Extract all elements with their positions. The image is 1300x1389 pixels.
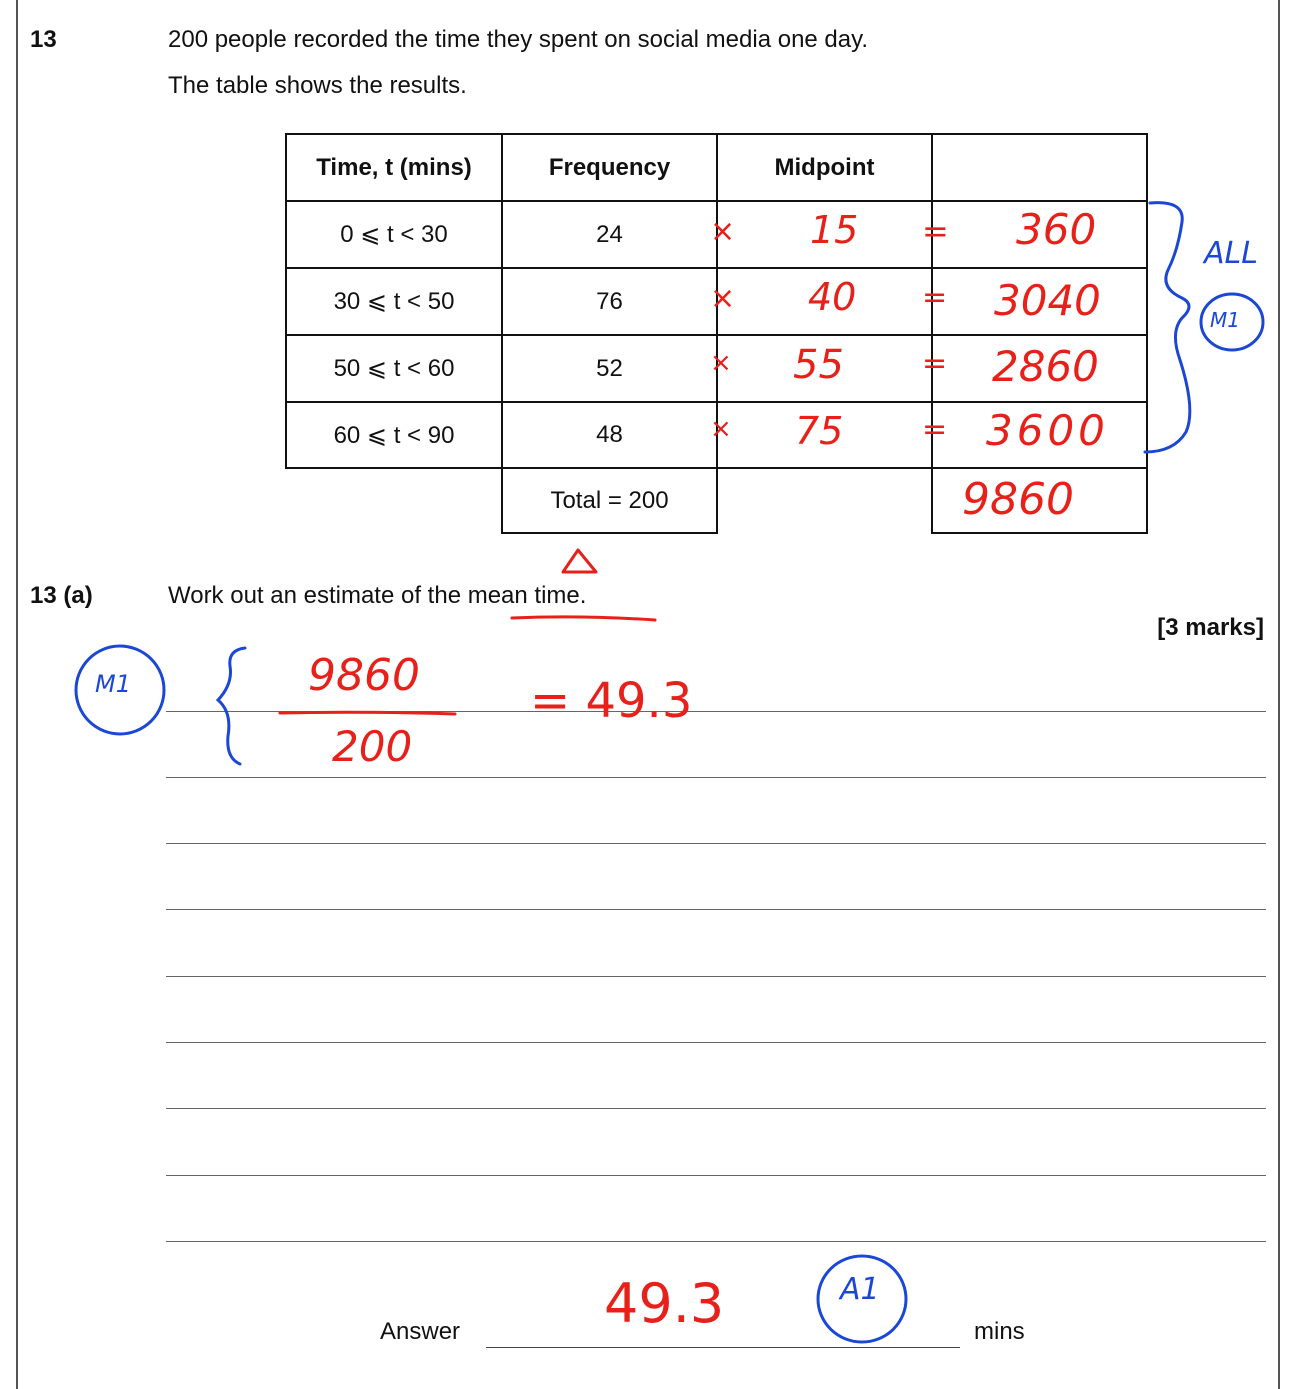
part-question: Work out an estimate of the mean time.	[168, 582, 587, 609]
question-table-intro: The table shows the results.	[168, 72, 467, 99]
mark-all: ALL	[1204, 236, 1258, 271]
question-number: 13	[30, 26, 57, 53]
mark-a1: A1	[840, 1272, 880, 1307]
frequency-cell: 52	[596, 354, 623, 382]
frequency-cell: 48	[596, 421, 623, 448]
midpoint-value: 15	[810, 208, 859, 252]
brace-stroke	[1145, 203, 1190, 452]
fraction-bar	[280, 712, 455, 714]
circle-stroke	[818, 1256, 906, 1342]
mark-m1-work: M1	[95, 670, 131, 698]
product-value: 360	[1016, 205, 1097, 254]
time-cell: 60 ⩽ t < 90	[333, 421, 455, 449]
equals-mark: =	[922, 280, 948, 315]
total-label: Total = 200	[550, 486, 669, 514]
times-mark: ×	[710, 281, 736, 316]
circle-stroke	[1201, 294, 1263, 350]
fraction-numerator: 9860	[308, 650, 420, 701]
question-intro: 200 people recorded the time they spent on social media one day.	[168, 26, 869, 53]
time-cell: 30 ⩽ t < 50	[333, 288, 455, 315]
product-total-value: 9860	[962, 474, 1074, 525]
frequency-cell: 76	[596, 287, 623, 315]
mark-m1-table: M1	[1210, 308, 1240, 332]
header-midpoint-label: Midpoint	[774, 153, 875, 181]
equals-mark: =	[922, 212, 949, 250]
delta-stroke	[563, 550, 596, 572]
final-answer: 49.3	[604, 1272, 725, 1335]
header-frequency-label: Frequency	[548, 153, 671, 181]
part-label: 13 (a)	[30, 582, 93, 609]
equals-mark: =	[922, 346, 948, 381]
underline-stroke	[512, 617, 655, 620]
answer-label: Answer	[380, 1318, 461, 1345]
times-mark: ×	[710, 414, 732, 444]
midpoint-value: 55	[793, 342, 844, 388]
time-cell: 50 ⩽ t < 60	[333, 355, 455, 382]
fraction-denominator: 200	[332, 722, 413, 771]
times-mark: ×	[710, 214, 736, 249]
time-cell: 0 ⩽ t < 30	[340, 221, 448, 248]
product-value: 3040	[994, 276, 1101, 325]
product-value: 2860	[992, 342, 1099, 391]
unit-label: mins	[974, 1318, 1025, 1345]
midpoint-value: 40	[808, 275, 857, 319]
working-result: = 49.3	[530, 673, 693, 729]
times-mark: ×	[710, 348, 732, 378]
equals-mark: =	[922, 412, 948, 447]
midpoint-value: 75	[795, 409, 844, 453]
brace-stroke	[218, 648, 245, 764]
circle-stroke	[76, 646, 164, 734]
product-value: 3600	[986, 406, 1109, 455]
frequency-cell: 24	[596, 220, 623, 248]
header-time-label: Time, t (mins)	[316, 153, 472, 181]
marks-label: [3 marks]	[1157, 614, 1264, 641]
